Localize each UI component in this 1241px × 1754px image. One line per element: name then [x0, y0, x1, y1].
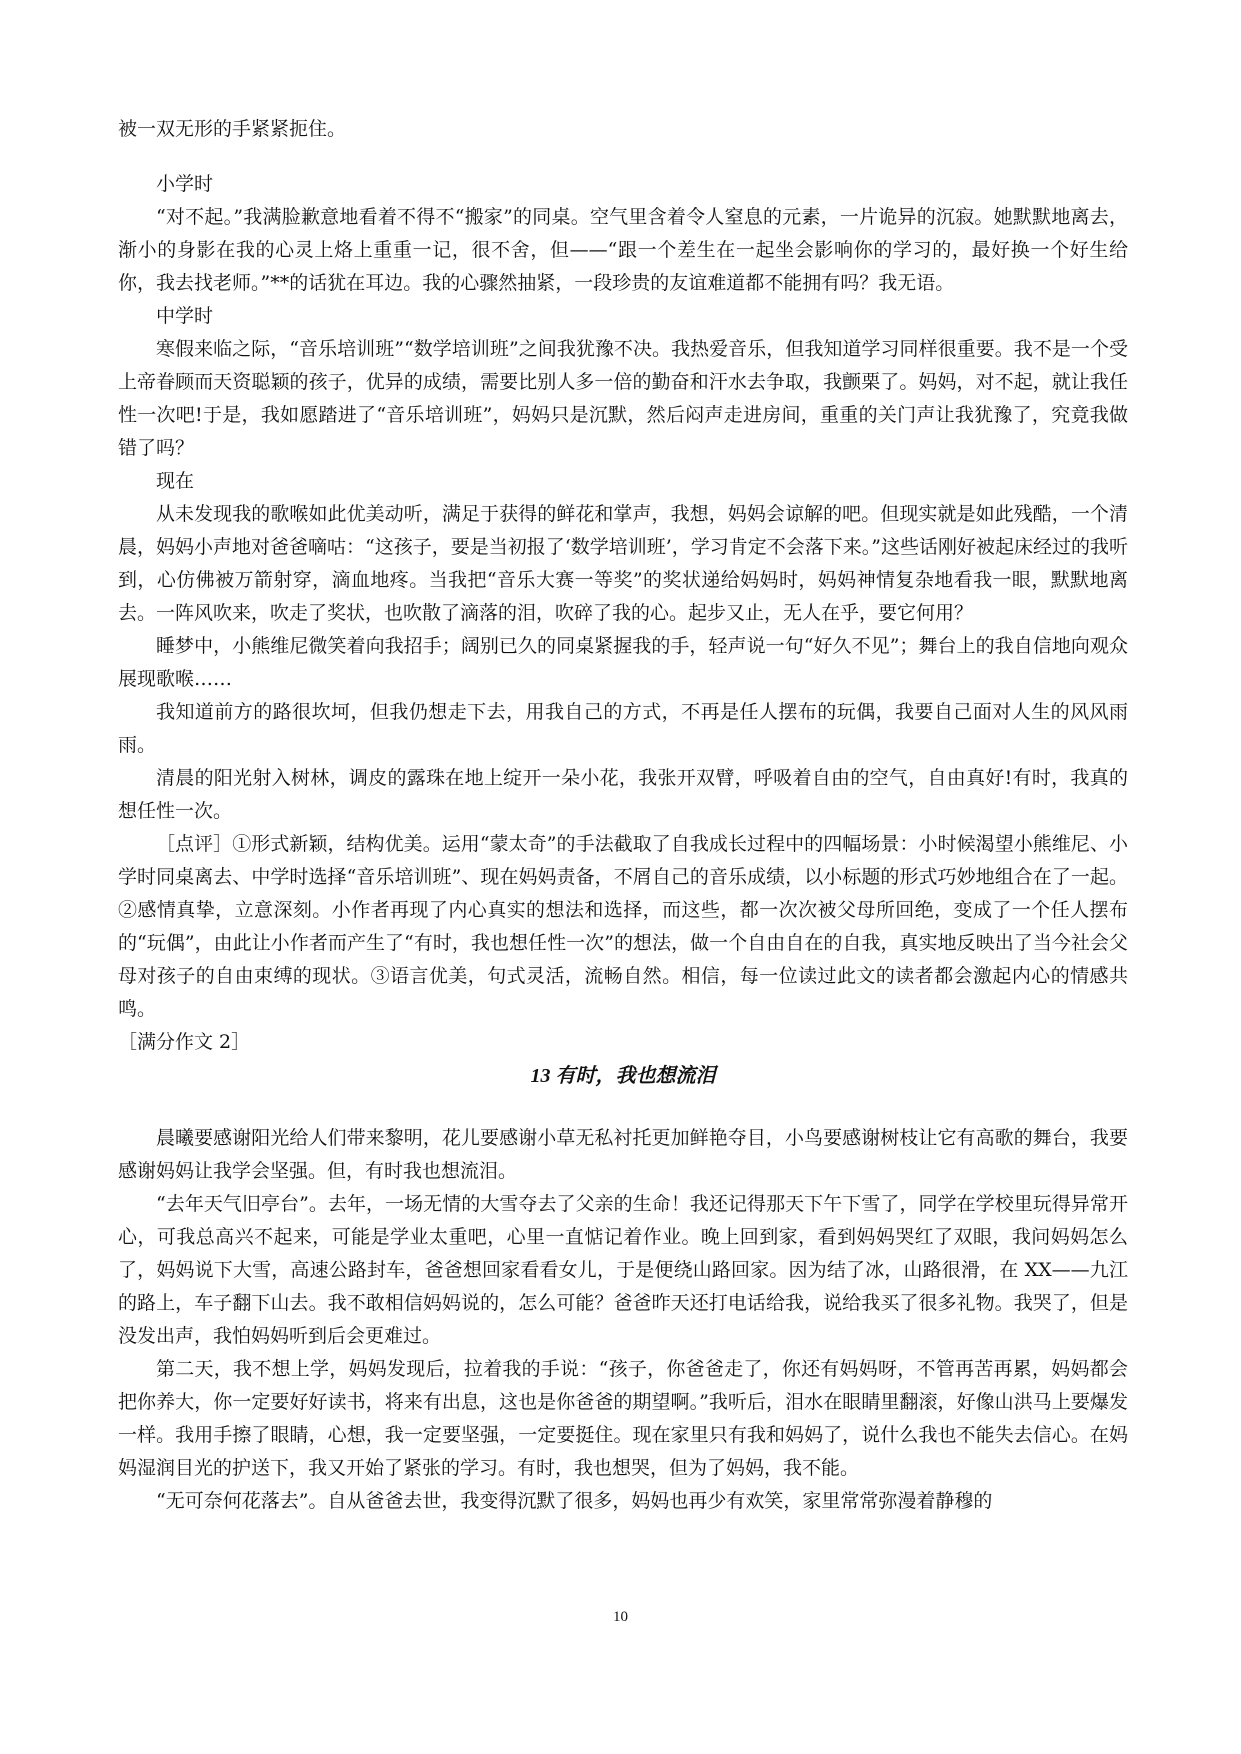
paragraph: 被一双无形的手紧紧扼住。	[118, 118, 347, 140]
section-label: ［满分作文 2］	[118, 1031, 251, 1053]
paragraph: 睡梦中，小熊维尼微笑着向我招手；阔别已久的同桌紧握我的手，轻声说一句“好久不见”；舞台上的我自信地向观众展现歌喉……	[118, 635, 1128, 690]
paragraph: 寒假来临之际，“音乐培训班”“数学培训班”之间我犹豫不决。我热爱音乐，但我知道学习同样很重要。我不是一个受上帝眷顾而天资聪颖的孩子，优异的成绩，需要比别人多一倍的勤奋和汗水去争取，我颤栗了。妈妈，对不起，就让我任性一次吧!于是，我如愿踏进了“音乐培训班”，妈妈只是沉默，然后闷声走进房间，重重的关门声让我犹豫了，究竟我做错了吗？	[118, 338, 1128, 459]
subheading-middle-school: 中学时	[156, 305, 214, 327]
paragraph: 清晨的阳光射入树林，调皮的露珠在地上绽开一朵小花，我张开双臂，呼吸着自由的空气，自由真好!有时，我真的想任性一次。	[118, 767, 1128, 822]
paragraph: 第二天，我不想上学，妈妈发现后，拉着我的手说：“孩子，你爸爸走了，你还有妈妈呀，不管再苦再累，妈妈都会把你养大，你一定要好好读书，将来有出息，这也是你爸爸的期望啊。”我听后，泪水在眼睛里翻滚，好像山洪马上要爆发一样。我用手擦了眼睛，心想，我一定要坚强，一定要挺住。现在家里只有我和妈妈了，说什么我也不能失去信心。在妈妈湿润目光的护送下，我又开始了紧张的学习。有时，我也想哭，但为了妈妈，我不能。	[118, 1358, 1128, 1479]
paragraph: “无可奈何花落去”。自从爸爸去世，我变得沉默了很多，妈妈也再少有欢笑，家里常常弥漫着静穆的	[156, 1490, 993, 1512]
subheading-now: 现在	[156, 470, 195, 492]
essay-title: 13 有时，我也想流泪	[530, 1065, 716, 1087]
commentary-paragraph: ［点评］①形式新颖，结构优美。运用“蒙太奇”的手法截取了自我成长过程中的四幅场景：小时候渴望小熊维尼、小学时同桌离去、中学时选择“音乐培训班”、现在妈妈责备，不屑自己的音乐成绩，以小标题的形式巧妙地组合在了一起。②感情真挚，立意深刻。小作者再现了内心真实的想法和选择，而这些，都一次次被父母所回绝，变成了一个任人摆布的“玩偶”，由此让小作者而产生了“有时，我也想任性一次”的想法，做一个自由自在的自我，真实地反映出了当今社会父母对孩子的自由束缚的现状。③语言优美，句式灵活，流畅自然。相信，每一位读过此文的读者都会激起内心的情感共鸣。	[118, 833, 1128, 1020]
subheading-primary-school: 小学时	[156, 173, 214, 195]
paragraph: 我知道前方的路很坎坷，但我仍想走下去，用我自己的方式，不再是任人摆布的玩偶，我要自己面对人生的风风雨雨。	[118, 701, 1128, 756]
paragraph: 晨曦要感谢阳光给人们带来黎明，花儿要感谢小草无私衬托更加鲜艳夺目，小鸟要感谢树枝让它有高歌的舞台，我要感谢妈妈让我学会坚强。但，有时我也想流泪。	[118, 1127, 1128, 1182]
document-body	[118, 113, 1128, 1518]
paragraph: “去年天气旧亭台”。去年，一场无情的大雪夺去了父亲的生命！我还记得那天下午下雪了，同学在学校里玩得异常开心，可我总高兴不起来，可能是学业太重吧，心里一直惦记着作业。晚上回到家，看到妈妈哭红了双眼，我问妈妈怎么了，妈妈说下大雪，高速公路封车，爸爸想回家看看女儿，于是便绕山路回家。因为结了冰，山路很滑，在 XX——九江的路上，车子翻下山去。我不敢相信妈妈说的，怎么可能？爸爸昨天还打电话给我，说给我买了很多礼物。我哭了，但是没发出声，我怕妈妈听到后会更难过。	[118, 1193, 1128, 1347]
page-number: 10	[613, 1609, 628, 1625]
paragraph: 从未发现我的歌喉如此优美动听，满足于获得的鲜花和掌声，我想，妈妈会谅解的吧。但现实就是如此残酷，一个清晨，妈妈小声地对爸爸嘀咕：“这孩子，要是当初报了‘数学培训班’，学习肯定不会落下来。”这些话刚好被起床经过的我听到，心仿佛被万箭射穿，滴血地疼。当我把“音乐大赛一等奖”的奖状递给妈妈时，妈妈神情复杂地看我一眼，默默地离去。一阵风吹来，吹走了奖状，也吹散了滴落的泪，吹碎了我的心。起步又止，无人在乎，要它何用？	[118, 503, 1129, 624]
paragraph: “对不起。”我满脸歉意地看着不得不“搬家”的同桌。空气里含着令人窒息的元素，一片诡异的沉寂。她默默地离去，渐小的身影在我的心灵上烙上重重一记，很不舍，但——“跟一个差生在一起坐会影响你的学习的，最好换一个好生给你，我去找老师。”**的话犹在耳边。我的心骤然抽紧，一段珍贵的友谊难道都不能拥有吗？我无语。	[118, 206, 1128, 294]
